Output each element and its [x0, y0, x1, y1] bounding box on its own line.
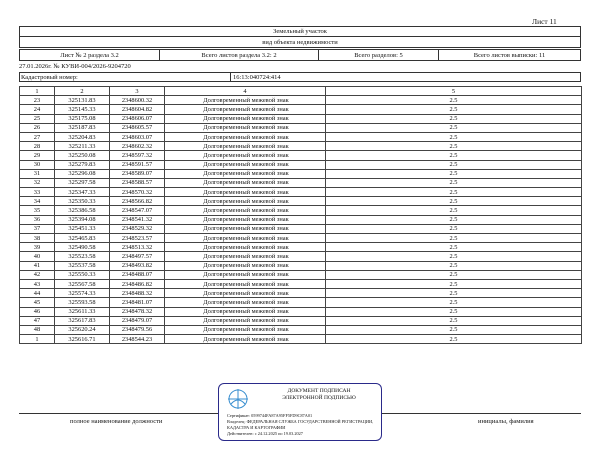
sheets-total-label: Всего листов выписки: 11 — [473, 52, 546, 59]
x-coordinate: 325394.08 — [55, 215, 110, 224]
document-number: 27.01.2026г. № КУВИ-004/2026-9204720 — [19, 63, 131, 70]
table-row — [20, 96, 582, 105]
x-coordinate: 325451.33 — [55, 224, 110, 233]
table-row — [20, 178, 582, 187]
stamp-validity: Действителен: с 24.12.2025 по 19.03.2027 — [227, 431, 303, 436]
accuracy: 2.5 — [326, 160, 582, 169]
x-coordinate: 325347.33 — [55, 188, 110, 197]
stamp-title-line-2: ЭЛЕКТРОННОЙ ПОДПИСЬЮ — [282, 395, 356, 401]
registry-emblem-icon — [227, 388, 249, 410]
mark-description: Долговременный межевой знак — [165, 142, 326, 151]
table-row — [20, 123, 582, 132]
x-coordinate: 325296.08 — [55, 169, 110, 178]
y-coordinate: 2348479.07 — [110, 316, 165, 325]
accuracy: 2.5 — [326, 316, 582, 325]
accuracy: 2.5 — [326, 224, 582, 233]
y-coordinate: 2348603.07 — [110, 132, 165, 141]
stamp-owner: Владелец: ФЕДЕРАЛЬНАЯ СЛУЖБА ГОСУДАРСТВЕННОЙ РЕГИСТРАЦИИ, — [227, 419, 374, 424]
column-header: 1 — [20, 87, 55, 96]
table-row — [20, 206, 582, 215]
point-number: 27 — [20, 132, 55, 141]
accuracy: 2.5 — [326, 197, 582, 206]
y-coordinate: 2348547.07 — [110, 206, 165, 215]
coordinates-table — [19, 86, 582, 344]
accuracy: 2.5 — [326, 123, 582, 132]
mark-description: Долговременный межевой знак — [165, 234, 326, 243]
x-coordinate: 325350.33 — [55, 197, 110, 206]
point-number: 31 — [20, 169, 55, 178]
x-coordinate: 325131.83 — [55, 96, 110, 105]
table-row — [20, 132, 582, 141]
point-number: 41 — [20, 261, 55, 270]
accuracy: 2.5 — [326, 325, 582, 334]
y-coordinate: 2348481.07 — [110, 298, 165, 307]
electronic-signature-stamp — [218, 383, 382, 441]
table-row — [20, 279, 582, 288]
point-number: 46 — [20, 307, 55, 316]
point-number: 38 — [20, 234, 55, 243]
x-coordinate: 325145.33 — [55, 105, 110, 114]
table-row — [20, 298, 582, 307]
y-coordinate: 2348488.07 — [110, 270, 165, 279]
x-coordinate: 325611.33 — [55, 307, 110, 316]
column-header: 5 — [326, 87, 582, 96]
mark-description: Долговременный межевой знак — [165, 188, 326, 197]
accuracy: 2.5 — [326, 335, 582, 344]
mark-description: Долговременный межевой знак — [165, 224, 326, 233]
mark-description: Долговременный межевой знак — [165, 261, 326, 270]
accuracy: 2.5 — [326, 151, 582, 160]
x-coordinate: 325616.71 — [55, 335, 110, 344]
y-coordinate: 2348513.32 — [110, 243, 165, 252]
point-number: 1 — [20, 335, 55, 344]
x-coordinate: 325250.08 — [55, 151, 110, 160]
x-coordinate: 325279.83 — [55, 160, 110, 169]
point-number: 24 — [20, 105, 55, 114]
y-coordinate: 2348591.57 — [110, 160, 165, 169]
mark-description: Долговременный межевой знак — [165, 215, 326, 224]
table-row — [20, 188, 582, 197]
y-coordinate: 2348606.07 — [110, 114, 165, 123]
accuracy: 2.5 — [326, 132, 582, 141]
accuracy: 2.5 — [326, 243, 582, 252]
accuracy: 2.5 — [326, 206, 582, 215]
sheets-in-section-label: Всего листов раздела 3.2: 2 — [160, 50, 319, 60]
y-coordinate: 2348597.32 — [110, 151, 165, 160]
y-coordinate: 2348523.57 — [110, 234, 165, 243]
accuracy: 2.5 — [326, 169, 582, 178]
point-number: 30 — [20, 160, 55, 169]
accuracy: 2.5 — [326, 252, 582, 261]
point-number: 39 — [20, 243, 55, 252]
stamp-owner-cont: КАДАСТРА И КАРТОГРАФИИ — [227, 425, 286, 430]
y-coordinate: 2348488.32 — [110, 289, 165, 298]
point-number: 35 — [20, 206, 55, 215]
sheet-info-row — [19, 49, 581, 61]
y-coordinate: 2348544.23 — [110, 335, 165, 344]
accuracy: 2.5 — [326, 188, 582, 197]
point-number: 40 — [20, 252, 55, 261]
point-number: 25 — [20, 114, 55, 123]
mark-description: Долговременный межевой знак — [165, 279, 326, 288]
x-coordinate: 325523.58 — [55, 252, 110, 261]
y-coordinate: 2348605.57 — [110, 123, 165, 132]
table-row — [20, 160, 582, 169]
x-coordinate: 325567.58 — [55, 279, 110, 288]
column-header: 2 — [55, 87, 110, 96]
mark-description: Долговременный межевой знак — [165, 252, 326, 261]
mark-description: Долговременный межевой знак — [165, 114, 326, 123]
table-row — [20, 307, 582, 316]
x-coordinate: 325537.58 — [55, 261, 110, 270]
stamp-certificate: Сертификат: 0599744FA87A95FF5FD9C87A01 — [227, 413, 313, 418]
y-coordinate: 2348566.82 — [110, 197, 165, 206]
point-number: 34 — [20, 197, 55, 206]
point-number: 48 — [20, 325, 55, 334]
x-coordinate: 325211.33 — [55, 142, 110, 151]
table-row — [20, 224, 582, 233]
accuracy: 2.5 — [326, 96, 582, 105]
accuracy: 2.5 — [326, 178, 582, 187]
table-row — [20, 243, 582, 252]
y-coordinate: 2348493.82 — [110, 261, 165, 270]
y-coordinate: 2348588.57 — [110, 178, 165, 187]
y-coordinate: 2348497.57 — [110, 252, 165, 261]
x-coordinate: 325465.83 — [55, 234, 110, 243]
x-coordinate: 325550.33 — [55, 270, 110, 279]
y-coordinate: 2348541.32 — [110, 215, 165, 224]
y-coordinate: 2348604.82 — [110, 105, 165, 114]
mark-description: Долговременный межевой знак — [165, 289, 326, 298]
cadastral-number: 16:13:040724:414 — [233, 74, 281, 81]
table-row — [20, 142, 582, 151]
x-coordinate: 325187.83 — [55, 123, 110, 132]
table-row — [20, 215, 582, 224]
point-number: 43 — [20, 279, 55, 288]
cadastral-label: Кадастровый номер: — [20, 73, 231, 81]
point-number: 36 — [20, 215, 55, 224]
table-row — [20, 261, 582, 270]
point-number: 28 — [20, 142, 55, 151]
stamp-title-line-1: ДОКУМЕНТ ПОДПИСАН — [287, 388, 351, 394]
x-coordinate: 325490.58 — [55, 243, 110, 252]
point-number: 23 — [20, 96, 55, 105]
mark-description: Долговременный межевой знак — [165, 178, 326, 187]
y-coordinate: 2348479.56 — [110, 325, 165, 334]
mark-description: Долговременный межевой знак — [165, 243, 326, 252]
mark-description: Долговременный межевой знак — [165, 316, 326, 325]
table-row — [20, 335, 582, 344]
mark-description: Долговременный межевой знак — [165, 270, 326, 279]
table-row — [20, 105, 582, 114]
mark-description: Долговременный межевой знак — [165, 197, 326, 206]
x-coordinate: 325617.83 — [55, 316, 110, 325]
table-row — [20, 325, 582, 334]
table-row — [20, 169, 582, 178]
table-row — [20, 114, 582, 123]
y-coordinate: 2348570.32 — [110, 188, 165, 197]
mark-description: Долговременный межевой знак — [165, 335, 326, 344]
x-coordinate: 325574.33 — [55, 289, 110, 298]
y-coordinate: 2348600.32 — [110, 96, 165, 105]
accuracy: 2.5 — [326, 298, 582, 307]
x-coordinate: 325593.58 — [55, 298, 110, 307]
table-row — [20, 252, 582, 261]
accuracy: 2.5 — [326, 307, 582, 316]
point-number: 29 — [20, 151, 55, 160]
table-row — [20, 289, 582, 298]
object-type-subtitle: вид объекта недвижимости — [19, 36, 581, 48]
x-coordinate: 325175.08 — [55, 114, 110, 123]
position-caption: полное наименование должности — [70, 418, 163, 425]
mark-description: Долговременный межевой знак — [165, 132, 326, 141]
column-header: 4 — [165, 87, 326, 96]
point-number: 37 — [20, 224, 55, 233]
stamp-title — [259, 388, 379, 402]
table-row — [20, 234, 582, 243]
sheet-number: Лист 11 — [532, 17, 557, 26]
accuracy: 2.5 — [326, 270, 582, 279]
point-number: 44 — [20, 289, 55, 298]
mark-description: Долговременный межевой знак — [165, 160, 326, 169]
point-number: 47 — [20, 316, 55, 325]
mark-description: Долговременный межевой знак — [165, 298, 326, 307]
accuracy: 2.5 — [326, 234, 582, 243]
accuracy: 2.5 — [326, 215, 582, 224]
accuracy: 2.5 — [326, 279, 582, 288]
sheet-section-label: Лист № 2 раздела 3.2 — [20, 50, 160, 60]
x-coordinate: 325297.58 — [55, 178, 110, 187]
accuracy: 2.5 — [326, 142, 582, 151]
point-number: 32 — [20, 178, 55, 187]
y-coordinate: 2348602.32 — [110, 142, 165, 151]
point-number: 45 — [20, 298, 55, 307]
x-coordinate: 325620.24 — [55, 325, 110, 334]
mark-description: Долговременный межевой знак — [165, 325, 326, 334]
table-row — [20, 151, 582, 160]
point-number: 42 — [20, 270, 55, 279]
accuracy: 2.5 — [326, 105, 582, 114]
mark-description: Долговременный межевой знак — [165, 105, 326, 114]
mark-description: Долговременный межевой знак — [165, 123, 326, 132]
x-coordinate: 325386.58 — [55, 206, 110, 215]
initials-caption: инициалы, фамилия — [478, 418, 534, 425]
mark-description: Долговременный межевой знак — [165, 96, 326, 105]
x-coordinate: 325204.83 — [55, 132, 110, 141]
accuracy: 2.5 — [326, 261, 582, 270]
table-header-row — [20, 87, 582, 96]
table-row — [20, 197, 582, 206]
mark-description: Долговременный межевой знак — [165, 151, 326, 160]
object-type-title: Земельный участок — [19, 26, 581, 37]
accuracy: 2.5 — [326, 289, 582, 298]
table-row — [20, 316, 582, 325]
point-number: 26 — [20, 123, 55, 132]
y-coordinate: 2348486.82 — [110, 279, 165, 288]
column-header: 3 — [110, 87, 165, 96]
y-coordinate: 2348529.32 — [110, 224, 165, 233]
mark-description: Долговременный межевой знак — [165, 169, 326, 178]
mark-description: Долговременный межевой знак — [165, 307, 326, 316]
accuracy: 2.5 — [326, 114, 582, 123]
y-coordinate: 2348589.07 — [110, 169, 165, 178]
point-number: 33 — [20, 188, 55, 197]
cadastral-row — [19, 72, 581, 82]
mark-description: Долговременный межевой знак — [165, 206, 326, 215]
sections-count-label: Всего разделов: 5 — [319, 50, 439, 60]
y-coordinate: 2348478.32 — [110, 307, 165, 316]
table-row — [20, 270, 582, 279]
